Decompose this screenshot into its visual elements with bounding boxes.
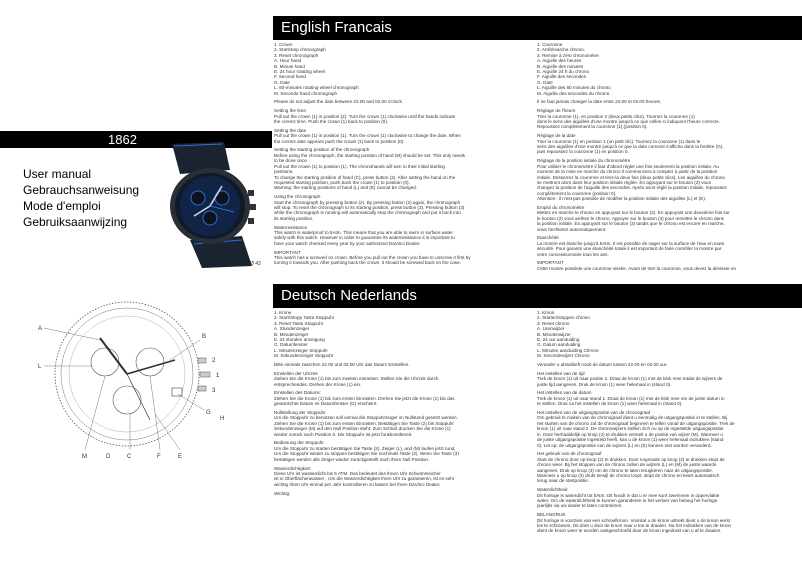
german-section-line: Um die Stoppuhr zu starten bestätigen Sie Taste (2). Zeiger (L), and (M) laufen jetzt rund.	[274, 445, 456, 451]
diagram-label-a: A	[38, 326, 43, 332]
french-part-item: B. Aiguille des minutes	[537, 63, 584, 69]
dutch-section	[537, 410, 799, 448]
dutch-section-line: te stellen. Druk na het instellen de kroon (1) weer helemaal in (stand 0).	[537, 401, 683, 407]
dutch-section-line: Wanneer u op knop (3) drukt terwijl de chrono loopt, stopt de chrono en keert automatisch	[537, 472, 720, 478]
french-section-title: Emploi du chronomètre	[537, 204, 585, 210]
dutch-section-line: chrono weer. Bij het stoppen van de chrono zullen de wijzers (L) en (M) de juiste waarde	[537, 462, 717, 468]
french-section-line: puis repoussez la couronne (1) en position 0.	[537, 149, 629, 155]
english-section	[274, 108, 532, 124]
french-section-title: Réglage de l'heure	[537, 108, 576, 114]
manual-title-fr: Mode d'emploi	[23, 199, 101, 213]
dutch-section-line: jaarlijks via uw dealer te laten controleren.	[537, 503, 623, 509]
dutch-part-item: A. Urenwijzer	[537, 326, 565, 332]
english-section-title: Setting the time	[274, 108, 306, 114]
english-section-line: Pull out the crown (1) in position (1). Turn the crown (1) clockwise to change the date. When	[274, 133, 461, 139]
top-language-title: English Francais	[281, 19, 392, 36]
dutch-section-line: de juiste uitgangspositie ingesteld heeft, kan u de kroon (1) weer helemaal indrukken (stand	[537, 437, 724, 443]
german-parts-list	[274, 310, 532, 359]
manual-title-nl: Gebruiksaanwijzing	[23, 215, 128, 229]
german-section-line: entsprechendes. Drehen der Krone (1) ein.	[274, 381, 362, 387]
dutch-part-item: L. Minuten aanduiding Chrono	[537, 347, 599, 353]
english-section	[274, 194, 532, 221]
german-section-line: bestätigen werden alle Zeiger wieder zurückgestellt nach ihren Null Position.	[274, 456, 430, 462]
french-section	[537, 235, 799, 257]
english-section-line: the correct time. Push the crown (1) back to position (0).	[274, 119, 389, 125]
english-section-title: IMPORTANT	[274, 249, 301, 255]
german-section-title: Nullstellung der Stoppuhr	[274, 410, 326, 416]
german-section-line: Ziehen Sie die Krone (1) bis zum ersten Einrasten. Bestätigen Sie Taste (2) bis Stoppuhr	[274, 420, 454, 426]
german-part-item: M. Sekundenzeiger Stoppuhr	[274, 353, 334, 359]
french-section-title: IMPORTANT	[537, 260, 564, 266]
german-part-item: E. 24 stunden anzeigung	[274, 337, 325, 343]
dutch-part-item: M. Secondewijzer Chrono	[537, 353, 590, 359]
french-section-line: Pour utiliser le chronomètre il faut d'abord régler une fois seulement la position initiale. Au	[537, 163, 719, 169]
english-section-line: turning it towards you. After pushing back the crown, it should be screwed back on the case.	[274, 260, 461, 266]
french-section-line: initiale. Desserrez la couronne et tirez-la deux fois (deux petits clics). Les aiguilles du chrono	[537, 174, 725, 180]
model-number: 1862	[108, 132, 137, 147]
german-section	[274, 371, 532, 387]
dutch-section-line: juiste tijd aangeven. Druk de kroon (1) weer helemaal in (stand 0).	[537, 381, 672, 387]
german-part-item: G. Datumfenster	[274, 342, 308, 348]
english-section-line: will stop. To reset the chronograph to its starting position, press button (3). Pressing button (3)	[274, 204, 465, 210]
french-section-line: sécurité. Pour garantir une étanchéité totale il est important de faire contrôler la montre par	[537, 246, 722, 252]
french-text-column	[537, 42, 799, 282]
dutch-section	[537, 390, 799, 406]
bottom-language-bar	[273, 284, 802, 308]
french-part-item: 3. Remise à zéro chronomètre	[537, 52, 599, 58]
english-section	[274, 250, 532, 266]
french-section-line: la position initiale. En appuyant sur le bouton (3) tandis que le chrono est encore en marche,	[537, 221, 725, 227]
french-section-line: Tirer la couronne (1) en position 1 (un petit clic). Tournez la couronne (1) dans le	[537, 138, 701, 144]
english-section-line: Pull out the crown (1) to position (1). The chronohands will turn to their initial starting	[274, 163, 445, 169]
german-section-line: Ziehen Sie die Krone (1) bis zum zweiten einrasten. Stellen Sie die Uhrzeit durch	[274, 376, 439, 382]
german-section-line: Sekundenzeiger (M) auf den Null Position steht. Zum Schluß drucken Sie die Krone (1)	[274, 426, 451, 432]
english-section-title: Setting the date	[274, 127, 307, 133]
dutch-part-item: B. Minutenwijzer	[537, 331, 571, 337]
dutch-section	[537, 487, 799, 509]
german-part-item: 3. Reset Taste Stoppuhr	[274, 320, 324, 326]
dutch-section-line: dient de kroon weer te worden vastgeschroefd door de kroon ingedrukt van u af te draaien.	[537, 528, 722, 534]
dutch-section-title: Het instellen van de uitgangspositie van de chronograaf	[537, 410, 651, 416]
bottom-language-title: Deutsch Nederlands	[281, 287, 417, 304]
french-part-item: F. Aiguille des secondes	[537, 74, 587, 80]
german-part-item: A. Stundenzeiger	[274, 326, 310, 332]
french-section-title: Etanchéité	[537, 235, 559, 241]
english-section-line: while the chronograph is running will automatically stop the chronograph and put it back into	[274, 210, 461, 216]
watch-photo	[150, 140, 272, 268]
french-section-line: Tirer la couronne (1), en position 2 (deux petits clics). Tournez la couronne (1)	[537, 113, 695, 119]
french-section	[537, 133, 799, 155]
english-section-line: safely with this watch. However in order to guarantee its waterresistance it is important to	[274, 235, 455, 241]
diagram-label-h: H	[220, 416, 225, 422]
top-language-bar	[273, 16, 802, 40]
dutch-section-line: water. Om de waterdichtheid te kunnen garanderen in het verloer van belang het horloge	[537, 497, 718, 503]
english-part-item: L. 60-minutes rotating wheel chronograph	[274, 85, 359, 91]
french-section-line: La montre est étanche jusqu'à 5Atm. Il est possible de nager sur la surface de l'eau en toute	[537, 240, 725, 246]
german-section-title: Wichtig:	[274, 490, 291, 496]
dutch-section-line: Dit horloge is voorzien van een schroefkroon. Voordat u de kroon uittrekt dient u de kroon eerst	[537, 517, 731, 523]
german-section-line: ist in Oberflächenwasser . Um die Wasserdichtigkeit Ihren Uhr zu garantieren, ist es sehr	[274, 476, 455, 482]
french-section-line: complètement la couronne (position 0).	[537, 190, 617, 196]
english-section-title: Setting the starting position of the chronograph	[274, 147, 370, 153]
dutch-section-line: Om gebruik te maken van de chronograaf dient u eenmalig de uitgangspositie in te stellen. Bij	[537, 415, 728, 421]
diagram-label-1: 1	[216, 373, 220, 379]
french-section-title: Réglage de la date	[537, 133, 576, 139]
french-section-line: Mettez en marche le chrono en appuyant sur le bouton (2). En appuyant une deuxième fois sur	[537, 210, 730, 216]
french-section-line: le bouton (2) vous arrêtez le chrono. Appuyer sur le bouton (3) pour remettre le chrono dans	[537, 215, 724, 221]
diagram-label-e: E	[178, 454, 183, 460]
diagram-label-d: D	[106, 454, 111, 460]
german-part-item: B. Minutenzeiger	[274, 331, 309, 337]
diagram-label-c: C	[127, 454, 132, 460]
dutch-section-line: het starten van de chrono zal de chronograaf beginnen te tellen vanaf de uitgangspositie. Trek de	[537, 420, 735, 426]
dutch-section-line: Start de chrono door op knop (2) te drukken. Door nogmaals op knop (2) te drukken stopt de	[537, 456, 725, 462]
dutch-date-note: Verander u alstublieft nooit de datum tussen 22.00 en 02.00 uur.	[537, 362, 668, 368]
french-section-line: votre concessionnaire tous les ans.	[537, 251, 609, 257]
dutch-section-line: Trek de kroon (1) uit naar positie 2. Draai de kroon (1) met de klok mee totdat de wijzers de	[537, 376, 723, 382]
diagram-label-f: F	[157, 454, 161, 460]
dutch-part-item: 2. Starten/stoppen chrono	[537, 315, 590, 321]
french-section-line: sens des aiguilles d'une montre jusqu'à ce que la date correcte s'affiche dans la fenêtre (G),	[537, 144, 724, 150]
english-section-line: requested starting position, push back the crown (1) to position (0).	[274, 179, 410, 185]
dutch-part-item: 3. Reset chrono	[537, 320, 570, 326]
english-section-line: Start the chronograph by pressing button (2). By pressing button (2) again, the chronograph	[274, 199, 461, 205]
dutch-part-item: 1. Kroon	[537, 310, 555, 315]
french-part-item: 1. Couronne	[537, 42, 563, 47]
dutch-section-title: Het gebruik van de chronograaf	[537, 451, 602, 457]
dutch-section	[537, 451, 799, 483]
dutch-section-title: Het instellen van de datum	[537, 390, 592, 396]
german-text-column	[274, 310, 532, 566]
dutch-section-line: Trek de kroon (1) uit naar stand 1. Draai de kroon (1) met de klok mee om de juiste datum in	[537, 395, 725, 401]
english-section-line: To change the starting position of hand (C), press button (2). After setting the hand on the	[274, 174, 456, 180]
german-section-title: Bedienung der Stoppuhr	[274, 440, 324, 446]
dutch-section-line: los te schroeven. Dit doet u door de kroon naar u toe te draaien. Na het indrukken van de kroon	[537, 522, 732, 528]
dutch-section-line: aangeven. Druk op knop (3) om de chrono te laten terugkeren naar de uitgangspositie.	[537, 467, 713, 473]
watch-diagram	[30, 300, 250, 470]
english-section-line: Before using the chronograph, the starting position of hand (M) should be set. This only needs	[274, 152, 465, 158]
diagram-label-m: M	[82, 454, 87, 460]
french-parts-list	[537, 42, 799, 96]
french-section	[537, 205, 799, 232]
german-part-item: L. Minutenzeiger Stoppuhr	[274, 347, 328, 353]
german-section-line: wichtig Ihren Uhr einmal per Jahr kontrollieren zu lassen bei Ihren DaVinci Dealer.	[274, 481, 441, 487]
french-section-line: Cette montre possède une couronne vissée. Avant de tirer la couronne, vous devez la dévisser en	[537, 265, 737, 271]
english-part-item: B. Minute hand	[274, 63, 305, 69]
english-section-line: This watch has a screwed on crown. Before you pull out the crown you have to unscrew it first by	[274, 254, 471, 260]
manual-title-en: User manual	[23, 167, 92, 181]
english-section-title: Waterresistance	[274, 224, 308, 230]
dutch-section	[537, 512, 799, 534]
french-section	[537, 260, 799, 271]
german-section	[274, 390, 532, 406]
german-section-line: Diese Uhr ist wasserdicht bis 5 ATM. Das bedeutet das Ihnen Uhr Schwimmsicher	[274, 470, 441, 476]
english-section-line: to be done once.	[274, 158, 309, 164]
dutch-section-line: Dit horloge is waterdicht tot 5Atm. Dit houdt in dat u er mee kunt zwemmen in oppervlakte	[537, 492, 720, 498]
english-section-title: Using the chronograph	[274, 194, 321, 200]
french-part-item: G. Date	[537, 79, 553, 85]
german-section	[274, 466, 532, 488]
english-section-line: its starting position.	[274, 215, 314, 221]
french-section-line: dans le sens des aiguilles d'une montre jusqu'à ce que celles-ci indiquent l'heure correcte.	[537, 119, 720, 125]
german-section-line: gewünschte Datum im Datumfenster (G) erscheint.	[274, 401, 378, 407]
english-part-item: 1. Crown	[274, 42, 293, 47]
english-section-line: Warning: the starting positions of hand (L) and (E) cannot be changed.	[274, 185, 418, 191]
german-section-line: Um die Stoppuhr wieder zu stoppen bestätigen Sie nochmals Taste (2). Wenn Sie Taste (3)	[274, 451, 459, 457]
dutch-section-line: kroon (1) uit naar stand 2. De chronowijzers stellen zich nu op de ingestelde uitgangspositie	[537, 426, 724, 432]
french-section-line: changez la position de l'aiguille des secondes. Après avoir réglé la position initiale, repoussez	[537, 185, 727, 191]
german-section-line: Um die Stoppuhr zu benutzen soll einmal die Stoppuhrzeiger im Nullstand gesetzt werden.	[274, 415, 458, 421]
german-section-line: wieder zurück nach Position 0. Die Stoppuhr ist jetzt funktionsbereit.	[274, 431, 413, 437]
english-section-line: This watch is waterproof to 5Atm. This means that you are able to swim in surface water	[274, 229, 453, 235]
german-section-title: Einstellen der Uhrzeit	[274, 370, 318, 376]
dutch-section-title: Het instellen van de tijd	[537, 370, 585, 376]
german-part-item: 1. Krone	[274, 310, 292, 315]
english-section	[274, 147, 532, 190]
english-part-item: E. 24 hour rotating wheel	[274, 69, 326, 75]
english-section	[274, 225, 532, 247]
dutch-section-line: 0). Let op: de uitgangspositie van de wijzers (L) en (E) kunnen niet worden veranderd.	[537, 442, 712, 448]
french-section-line: moment de la mise en marche du chrono il commencera à compter à partir de la position	[537, 169, 718, 175]
french-part-item: M. Aiguille des secondes du chrono	[537, 90, 610, 96]
diagram-label-l: L	[38, 364, 42, 370]
german-section	[274, 491, 532, 496]
german-section	[274, 440, 532, 462]
dutch-parts-list	[537, 310, 799, 359]
english-part-item: M. Seconde hand chronograph	[274, 90, 338, 96]
french-part-item: E. Aiguille 24 h du chrono	[537, 69, 590, 75]
french-part-item: A. Aiguille des heures	[537, 58, 582, 64]
french-section-line: Repoussez complètement la couronne (1) (position 0).	[537, 124, 648, 130]
french-part-item: 2. Arrêt/marche chrono.	[537, 47, 586, 53]
french-section	[537, 108, 799, 130]
german-date-note: Bitte niemals zwischen 22.00 und 02.00 Uhr das Datum Einstellen.	[274, 362, 410, 368]
manual-title-list	[23, 166, 139, 230]
dutch-section	[537, 371, 799, 387]
english-section-line: have your watch checked every year by your authorized DaVinci Dealer.	[274, 240, 421, 246]
french-section-line: Attention : il n'est pas possible de modifier la position initiale des aiguilles (L) et (E).	[537, 196, 707, 202]
dutch-section-line: in. Door herhaaldelijk op knop (2) te drukken verstelt u de positie van wijzer (M). Wanneer u	[537, 431, 723, 437]
french-section	[537, 158, 799, 201]
english-parts-list	[274, 42, 532, 96]
english-date-note: Please do not adjust the date between 22.00 and 02.00 o'clock.	[274, 99, 404, 105]
english-part-item: A. Hour hand	[274, 58, 302, 64]
french-part-item: L. Aiguille des 60 minutes du chrono	[537, 85, 611, 91]
diagram-label-b: B	[202, 334, 207, 340]
dutch-part-item: E. 24 uur aanduiding	[537, 337, 580, 343]
english-section	[274, 128, 532, 144]
english-part-item: G. Date	[274, 79, 290, 85]
photo-caption: Ø 43	[250, 261, 261, 267]
english-section-line: Pull out the crown (1) in position (2). Turn the crown (1) clockwise until the hands indicate	[274, 113, 456, 119]
english-text-column	[274, 42, 532, 280]
english-section-line: positions.	[274, 169, 294, 175]
english-part-item: 2. Start/stop chronograph	[274, 47, 326, 53]
english-part-item: 3. Reset chronograph	[274, 52, 319, 58]
diagram-label-2: 2	[212, 358, 216, 364]
german-section	[274, 410, 532, 437]
german-part-item: 2. Start/Stopp Taste Stoppuhr	[274, 315, 335, 321]
dutch-section-line: terug naar de startpositie.	[537, 478, 590, 484]
manual-title-de: Gebrauchsanweisung	[23, 183, 140, 197]
diagram-label-g: G	[206, 410, 211, 416]
french-date-note: Il ne faut jamais changer la date entre 22.00 et 02.00 heures.	[537, 99, 662, 105]
dutch-text-column	[537, 310, 799, 566]
english-section-line: the correct date appears push the crown (1) back to position (0).	[274, 138, 405, 144]
french-section-line: vous l'arrêterez automatiquement.	[537, 226, 607, 232]
dutch-part-item: G. Datum aanduiding	[537, 342, 581, 348]
french-section-line: se mettront alors dans leur position initiale réglée. En appuyant sur le bouton (2) vous	[537, 179, 711, 185]
english-part-item: F. Second hand	[274, 74, 306, 80]
german-section-title: Einstellen des Datums:	[274, 390, 321, 396]
diagram-label-3: 3	[212, 388, 216, 394]
dutch-section-title: BELANGRIJK	[537, 512, 566, 518]
german-section-title: Wasserdichtigkeit:	[274, 465, 312, 471]
german-section-line: Ziehen Sie die Krone (1) bis zum ersten Einrasten. Drehen Sie jetzt die Krone (1) bis das	[274, 395, 455, 401]
dutch-section-title: Waterdichtheid	[537, 487, 568, 493]
french-section-title: Réglage de la position initiale du chronomètre	[537, 158, 631, 164]
